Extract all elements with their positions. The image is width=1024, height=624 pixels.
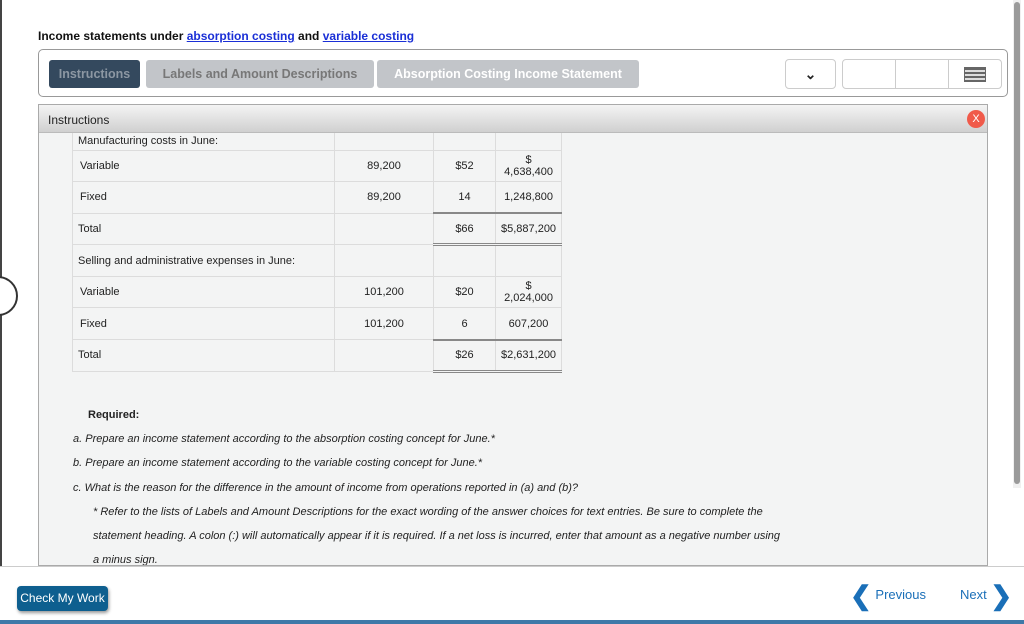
table-row: [73, 245, 562, 277]
instructions-panel: [38, 104, 988, 566]
tab-instructions[interactable]: Instructions: [49, 60, 140, 88]
tool-button[interactable]: [896, 60, 949, 88]
note-text: a minus sign.: [93, 554, 158, 566]
cell-amount: $ 2,024,000: [496, 276, 562, 308]
absorption-costing-link[interactable]: absorption costing: [186, 29, 295, 43]
tool-button[interactable]: [843, 60, 896, 88]
next-label: Next: [960, 587, 987, 602]
cell-units: 101,200: [335, 308, 434, 340]
panel-header: [39, 105, 987, 133]
cell-label: Selling and administrative expenses in June:: [73, 245, 335, 277]
cell-amount: 607,200: [496, 308, 562, 340]
cell-label: Fixed: [73, 182, 335, 214]
panel-title: Instructions: [48, 113, 110, 127]
toolbar: [38, 49, 1008, 97]
note-text: * Refer to the lists of Labels and Amount Descriptions for the exact wording of the answer choices for text entries. Be sure to complete the: [93, 505, 763, 518]
cell-label: Total: [73, 213, 335, 245]
close-icon[interactable]: X: [967, 110, 985, 128]
table-row: [73, 213, 562, 245]
table-row: [73, 340, 562, 372]
chevron-left-icon: ❮: [850, 580, 872, 611]
title-text: and: [294, 29, 323, 43]
cell-units: 89,200: [335, 182, 434, 214]
cell-amount: $2,631,200: [496, 340, 562, 372]
bottom-bar: [0, 620, 1024, 624]
page-title: [38, 29, 414, 43]
cell-label: Manufacturing costs in June:: [73, 133, 335, 150]
cell-units: 89,200: [335, 150, 434, 182]
cell-label: Total: [73, 340, 335, 372]
side-nav-button[interactable]: [0, 276, 18, 316]
next-button[interactable]: [960, 581, 1012, 609]
menu-icon: [964, 67, 986, 82]
cell-amount: 1,248,800: [496, 182, 562, 214]
cell-amount: $5,887,200: [496, 213, 562, 245]
menu-button[interactable]: [949, 60, 1001, 88]
cell-rate: 14: [434, 182, 496, 214]
chevron-right-icon: ❯: [990, 580, 1013, 611]
cell-units: 101,200: [335, 276, 434, 308]
previous-label: Previous: [875, 587, 926, 602]
table-row: [73, 150, 562, 182]
cell-rate: $26: [434, 340, 496, 372]
chevron-down-icon[interactable]: ⌄: [785, 59, 836, 89]
scrollbar[interactable]: [1013, 0, 1021, 488]
cell-rate: $52: [434, 150, 496, 182]
table-row: [73, 276, 562, 308]
cell-rate: $20: [434, 276, 496, 308]
requirement-a: a. Prepare an income statement according to the absorption costing concept for June.*: [73, 433, 495, 446]
previous-button[interactable]: [850, 581, 926, 609]
cell-rate: $66: [434, 213, 496, 245]
cell-label: Fixed: [73, 308, 335, 340]
check-my-work-button[interactable]: Check My Work: [17, 586, 108, 611]
table-row: [73, 133, 562, 150]
cell-label: Variable: [73, 276, 335, 308]
table-row: [73, 182, 562, 214]
cell-label: Variable: [73, 150, 335, 182]
requirement-b: b. Prepare an income statement according to the variable costing concept for June.*: [73, 457, 483, 470]
footer: [0, 566, 1024, 623]
tab-absorption-costing[interactable]: Absorption Costing Income Statement: [377, 60, 639, 88]
cell-amount: $ 4,638,400: [496, 150, 562, 182]
table-row: [73, 308, 562, 340]
cost-table: [72, 133, 562, 373]
variable-costing-link[interactable]: variable costing: [322, 29, 415, 43]
tool-group: [842, 59, 1002, 89]
cell-rate: 6: [434, 308, 496, 340]
scrollbar-thumb[interactable]: [1014, 2, 1020, 484]
required-heading: Required:: [88, 409, 140, 421]
requirement-c: c. What is the reason for the difference in the amount of income from operations reported in (a) and (b)?: [73, 481, 579, 494]
tab-labels[interactable]: Labels and Amount Descriptions: [146, 60, 374, 88]
title-text: Income statements under: [38, 29, 187, 43]
note-text: statement heading. A colon (:) will automatically appear if it is required. If a net loss is incurred, enter that amount as a negative number using: [93, 530, 781, 543]
required-section: [73, 403, 781, 566]
